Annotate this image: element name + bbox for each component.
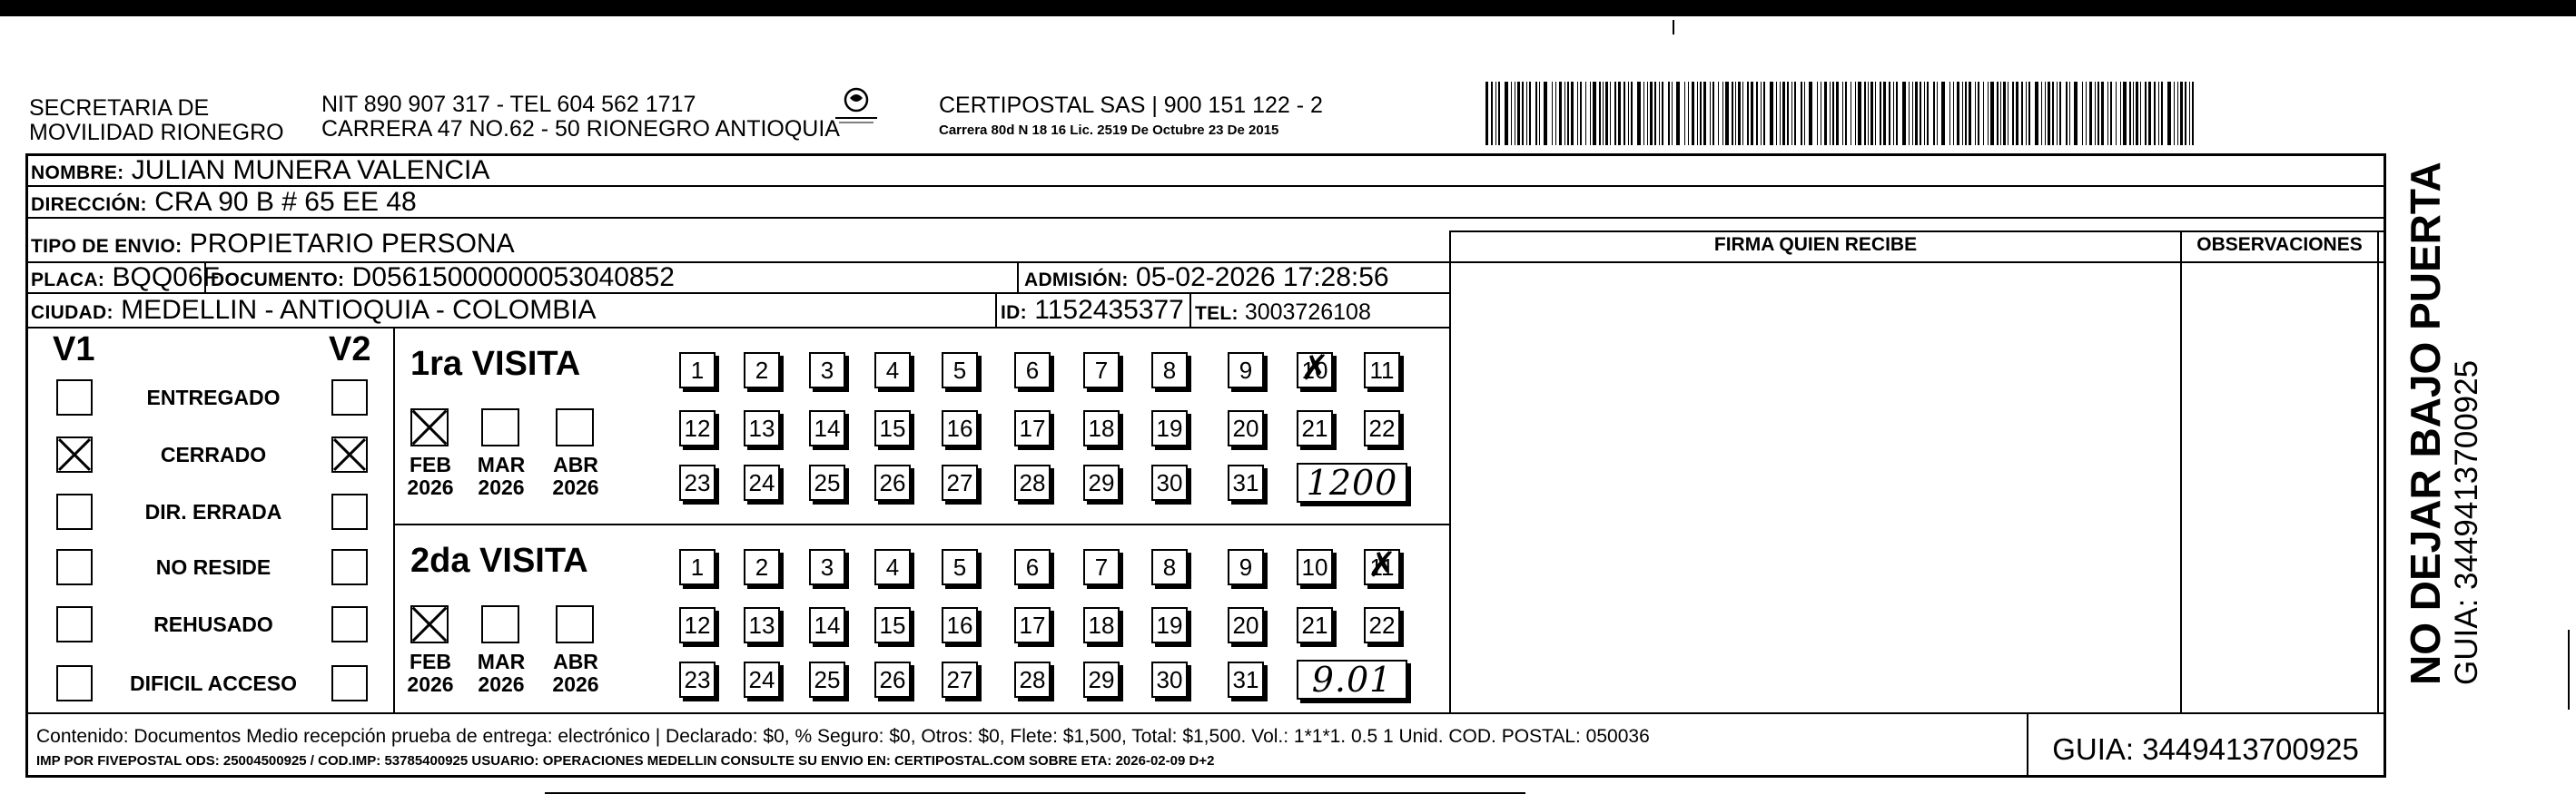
month-label	[403, 651, 458, 696]
month-label	[474, 454, 528, 499]
day-checkbox[interactable]: 25	[809, 662, 845, 698]
ciudad-label: CIUDAD:	[31, 302, 114, 323]
v1-checkbox[interactable]	[56, 606, 93, 642]
day-checkbox[interactable]: 22	[1364, 410, 1400, 446]
day-checkbox[interactable]: 12	[679, 607, 716, 643]
day-checkbox[interactable]: 3	[809, 352, 845, 388]
day-checkbox[interactable]: 1	[679, 352, 716, 388]
day-checkbox[interactable]: 5	[942, 549, 978, 585]
documento-field	[211, 262, 675, 296]
month-year: 2026	[552, 476, 599, 499]
month-year: 2026	[407, 672, 454, 696]
observaciones-header: OBSERVACIONES	[2196, 234, 2363, 255]
month-name: ABR	[553, 453, 598, 476]
handwritten-hour[interactable]: 9.01	[1297, 660, 1407, 700]
day-checkbox[interactable]: 8	[1151, 549, 1188, 585]
month-label	[403, 454, 458, 499]
day-checkbox[interactable]: 23	[679, 465, 716, 501]
firma-header: FIRMA QUIEN RECIBE	[1713, 234, 1918, 255]
day-checkbox[interactable]: 20	[1228, 410, 1264, 446]
ciudad-field	[31, 295, 597, 328]
status-label: DIR. ERRADA	[144, 500, 282, 524]
day-checkbox[interactable]: 5	[942, 352, 978, 388]
company-line-2: Carrera 80d N 18 16 Lic. 2519 De Octubre 23 De 2015	[939, 123, 1279, 138]
day-checkbox[interactable]: 21	[1297, 410, 1333, 446]
col-divider	[1189, 292, 1191, 327]
day-checkbox[interactable]: 28	[1014, 662, 1051, 698]
documento-label: DOCUMENTO:	[211, 270, 345, 290]
day-checkbox[interactable]: 2	[744, 549, 780, 585]
imp-line: IMP POR FIVEPOSTAL ODS: 25004500925 / COD.IMP: 53785400925 USUARIO: OPERACIONES MEDELLIN CONSULTE SU ENVIO EN: CERTIPOSTAL.COM SOBRE ETA: 2026-02-09 D+2	[36, 753, 1215, 769]
day-checkbox[interactable]: 27	[942, 662, 978, 698]
tel-label: TEL:	[1195, 303, 1239, 324]
visit-title: 2da VISITA	[410, 542, 588, 580]
v2-checkbox[interactable]	[331, 606, 368, 642]
v1-checkbox[interactable]	[56, 494, 93, 530]
day-checkbox[interactable]: 16	[942, 607, 978, 643]
col-divider	[2377, 230, 2379, 712]
month-name: FEB	[410, 453, 451, 476]
status-label: DIFICIL ACCESO	[129, 672, 297, 695]
col-divider	[1449, 230, 1451, 712]
issuer-line-1: SECRETARIA DE	[29, 95, 210, 121]
nombre-value: JULIAN MUNERA VALENCIA	[131, 155, 490, 185]
issuer-block	[29, 96, 284, 145]
id-field	[1001, 295, 1184, 328]
side-text	[2402, 162, 2485, 685]
certipostal-logo-icon	[834, 87, 879, 125]
day-checkbox[interactable]: 13	[744, 607, 780, 643]
month-checkbox[interactable]	[481, 605, 519, 643]
top-border	[0, 0, 2576, 16]
placa-field	[31, 262, 220, 296]
v1-checkbox[interactable]	[56, 549, 93, 585]
month-checkbox[interactable]	[410, 605, 449, 643]
day-checkbox[interactable]: 7	[1083, 352, 1120, 388]
id-value: 1152435377	[1034, 295, 1184, 325]
v1-header: V1	[53, 330, 95, 368]
row-divider	[25, 712, 2386, 714]
col-divider	[995, 292, 997, 327]
nombre-field	[31, 155, 489, 189]
month-label	[548, 454, 603, 499]
admision-label: ADMISIÓN:	[1024, 270, 1129, 290]
status-label: REHUSADO	[153, 613, 273, 636]
scan-mark	[1673, 20, 1674, 34]
visit-divider	[393, 524, 1449, 525]
col-divider	[2180, 230, 2182, 712]
contenido-line: Contenido: Documentos Medio recepción prueba de entrega: electrónico | Declarado: $0, % Seguro: $0, Otros: $0, Flete: $1,500, Total: $1,500. Vol.: 1*1*1. 0.5 1 Unid. COD. POSTAL: 050036	[36, 726, 1650, 747]
month-name: MAR	[477, 650, 526, 673]
v2-checkbox[interactable]	[331, 436, 368, 473]
company-block	[939, 93, 1323, 142]
tel-field	[1195, 297, 1371, 329]
day-checkbox[interactable]: 18	[1083, 607, 1120, 643]
day-checkbox[interactable]: 1	[679, 549, 716, 585]
side-warning: NO DEJAR BAJO PUERTA	[2402, 162, 2449, 685]
month-year: 2026	[552, 672, 599, 696]
month-year: 2026	[478, 476, 525, 499]
day-checkbox[interactable]: 9	[1228, 352, 1264, 388]
day-checkbox[interactable]: 17	[1014, 607, 1051, 643]
tipo-envio-label: TIPO DE ENVIO:	[31, 236, 183, 257]
month-label	[474, 651, 528, 696]
v2-checkbox[interactable]	[331, 665, 368, 701]
nit-line-2: CARRERA 47 NO.62 - 50 RIONEGRO ANTIOQUIA	[321, 116, 840, 142]
nit-line-1: NIT 890 907 317 - TEL 604 562 1717	[321, 92, 696, 117]
placa-value: BQQ06F	[112, 262, 220, 292]
direccion-label: DIRECCIÓN:	[31, 194, 147, 215]
day-checkbox[interactable]: 29	[1083, 662, 1120, 698]
col-divider	[1017, 261, 1019, 292]
day-checkbox[interactable]: 29	[1083, 465, 1120, 501]
day-checkbox[interactable]: 26	[874, 662, 911, 698]
status-label: ENTREGADO	[146, 386, 281, 409]
day-checkbox[interactable]: 10 ✗	[1297, 352, 1333, 388]
scan-mark	[2568, 630, 2570, 710]
col-divider	[393, 327, 395, 712]
day-checkbox[interactable]: 16	[942, 410, 978, 446]
day-checkbox[interactable]: 19	[1151, 410, 1188, 446]
tipo-envio-value: PROPIETARIO PERSONA	[189, 229, 515, 259]
v1-checkbox[interactable]	[56, 665, 93, 701]
month-name: FEB	[410, 650, 451, 673]
handwritten-hour[interactable]: 1200	[1297, 463, 1407, 503]
month-checkbox[interactable]	[410, 408, 449, 446]
day-checkbox[interactable]: 20	[1228, 607, 1264, 643]
day-checkbox[interactable]: 15	[874, 607, 911, 643]
day-checkbox[interactable]: 12	[679, 410, 716, 446]
day-checkbox[interactable]: 19	[1151, 607, 1188, 643]
day-checkbox[interactable]: 18	[1083, 410, 1120, 446]
day-checkbox[interactable]: 14	[809, 410, 845, 446]
issuer-line-2: MOVILIDAD RIONEGRO	[29, 120, 284, 145]
side-guia: GUIA: 3449413700925	[2449, 359, 2484, 685]
day-checkbox[interactable]: 23	[679, 662, 716, 698]
day-checkbox[interactable]: 8	[1151, 352, 1188, 388]
status-label: CERRADO	[160, 443, 267, 466]
day-checkbox[interactable]: 31	[1228, 662, 1264, 698]
month-checkbox[interactable]	[556, 605, 594, 643]
scan-mark	[545, 792, 1525, 794]
status-label: NO RESIDE	[155, 555, 271, 579]
day-checkbox[interactable]: 26	[874, 465, 911, 501]
day-checkbox[interactable]: 24	[744, 465, 780, 501]
nit-block	[321, 93, 840, 142]
day-checkbox[interactable]: 30	[1151, 465, 1188, 501]
documento-value: D05615000000053040852	[351, 262, 675, 292]
ciudad-value: MEDELLIN - ANTIOQUIA - COLOMBIA	[121, 295, 597, 325]
direccion-field	[31, 187, 417, 221]
v2-header: V2	[329, 330, 371, 368]
day-checkbox[interactable]: 21	[1297, 607, 1333, 643]
day-checkbox[interactable]: 31	[1228, 465, 1264, 501]
day-checkbox[interactable]: 7	[1083, 549, 1120, 585]
day-checkbox[interactable]: 9	[1228, 549, 1264, 585]
month-name: MAR	[477, 453, 526, 476]
month-label	[548, 651, 603, 696]
v1-checkbox[interactable]	[56, 379, 93, 416]
tel-value: 3003726108	[1244, 299, 1371, 325]
day-checkbox[interactable]: 13	[744, 410, 780, 446]
day-checkbox[interactable]: 25	[809, 465, 845, 501]
v1-checkbox[interactable]	[56, 436, 93, 473]
v2-checkbox[interactable]	[331, 549, 368, 585]
day-checkbox[interactable]: 6	[1014, 549, 1051, 585]
day-checkbox[interactable]: 27	[942, 465, 978, 501]
v2-checkbox[interactable]	[331, 494, 368, 530]
day-checkbox[interactable]: 6	[1014, 352, 1051, 388]
month-year: 2026	[407, 476, 454, 499]
day-checkbox[interactable]: 2	[744, 352, 780, 388]
barcode-icon	[1485, 82, 2205, 145]
admision-field	[1024, 262, 1389, 296]
day-checkbox[interactable]: 11 ✗	[1364, 549, 1400, 585]
guia-number: GUIA: 3449413700925	[2052, 732, 2359, 766]
day-checkbox[interactable]: 15	[874, 410, 911, 446]
admision-value: 05-02-2026 17:28:56	[1136, 262, 1389, 292]
day-checkbox[interactable]: 22	[1364, 607, 1400, 643]
col-top	[1449, 230, 2386, 232]
month-year: 2026	[478, 672, 525, 696]
direccion-value: CRA 90 B # 65 EE 48	[154, 187, 417, 217]
day-checkbox[interactable]: 28	[1014, 465, 1051, 501]
month-name: ABR	[553, 650, 598, 673]
month-checkbox[interactable]	[556, 408, 594, 446]
day-checkbox[interactable]: 3	[809, 549, 845, 585]
visit-title: 1ra VISITA	[410, 345, 581, 383]
day-checkbox[interactable]: 17	[1014, 410, 1051, 446]
placa-label: PLACA:	[31, 270, 105, 290]
day-checkbox[interactable]: 30	[1151, 662, 1188, 698]
day-checkbox[interactable]: 14	[809, 607, 845, 643]
company-line-1: CERTIPOSTAL SAS | 900 151 122 - 2	[939, 93, 1323, 118]
id-label: ID:	[1001, 302, 1027, 323]
v2-checkbox[interactable]	[331, 379, 368, 416]
day-checkbox[interactable]: 4	[874, 352, 911, 388]
day-checkbox[interactable]: 11	[1364, 352, 1400, 388]
day-checkbox[interactable]: 4	[874, 549, 911, 585]
nombre-label: NOMBRE:	[31, 162, 124, 183]
tipo-envio-field	[31, 229, 515, 262]
month-checkbox[interactable]	[481, 408, 519, 446]
day-checkbox[interactable]: 10	[1297, 549, 1333, 585]
day-checkbox[interactable]: 24	[744, 662, 780, 698]
